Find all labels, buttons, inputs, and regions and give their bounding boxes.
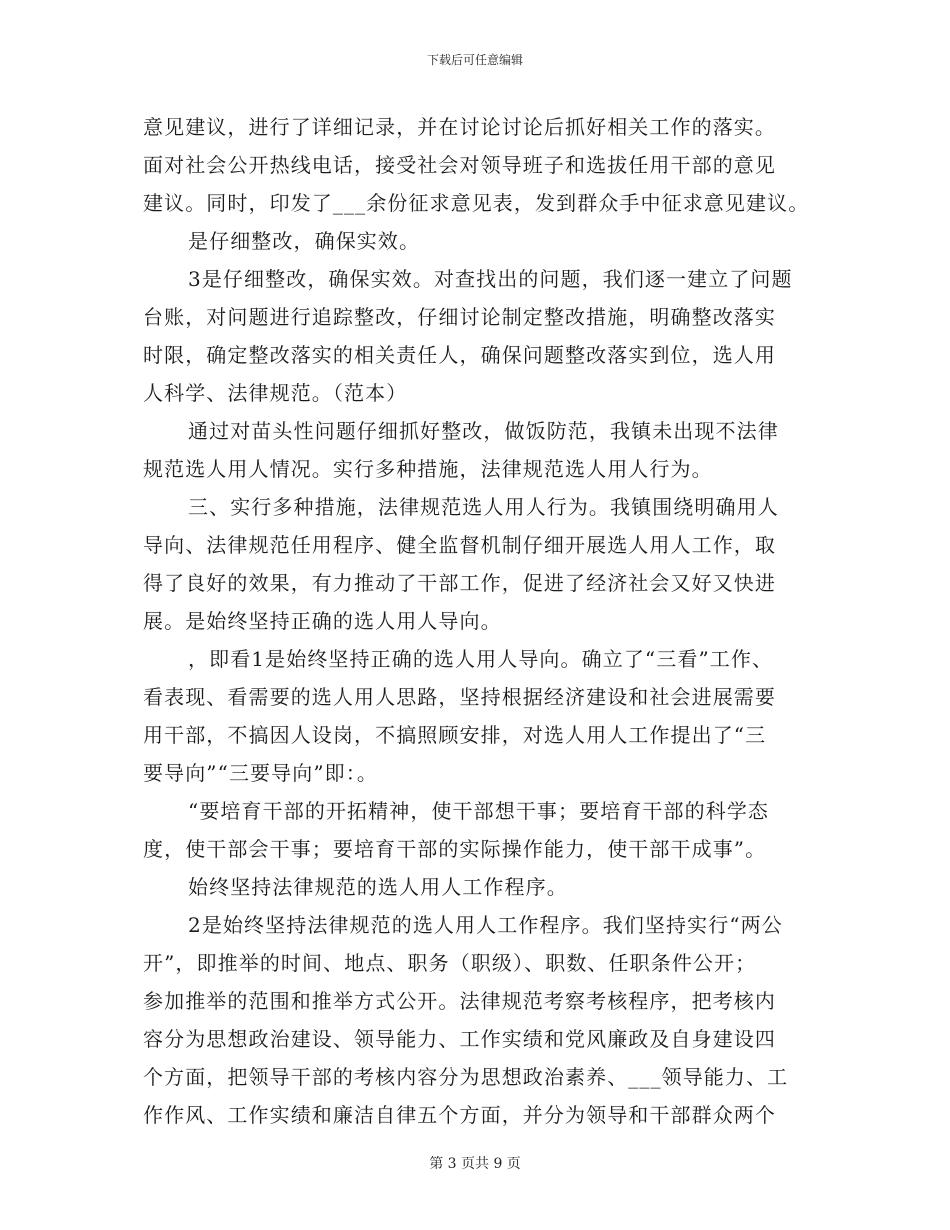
text-line: 导向、法律规范任用程序、健全监督机制仔细开展选人用人工作，取 [143, 533, 776, 557]
text-line: ，即看1是始终坚持正确的选人用人导向。确立了“三看”工作、 [188, 647, 774, 671]
text-line: 时限，确定整改落实的相关责任人，确保问题整改落实到位，选人用 [143, 343, 776, 367]
text-line: 展。是始终坚持正确的选人用人导向。 [143, 609, 502, 633]
text-line: 开”，即推举的时间、地点、职务（职级）、职数、任职条件公开； [143, 951, 757, 975]
text-line: 2是始终坚持法律规范的选人用人工作程序。我们坚持实行“两公 [188, 913, 783, 937]
text-line: 面对社会公开热线电话，接受社会对领导班子和选拔任用干部的意见 [143, 153, 776, 177]
text-line: 个方面，把领导干部的考核内容分为思想政治素养、___领导能力、工 [143, 1065, 789, 1089]
text-line: 建议。同时，印发了___余份征求意见表，发到群众手中征求意见建议。 [143, 191, 810, 215]
text-line: 三、实行多种措施，法律规范选人用人行为。我镇围绕明确用人 [188, 495, 779, 519]
text-line: 参加推举的范围和推举方式公开。法律规范考察考核程序，把考核内 [143, 989, 776, 1013]
page-header: 下载后可任意编辑 [426, 53, 523, 67]
text-line: 意见建议，进行了详细记录，并在讨论讨论后抓好相关工作的落实。 [143, 115, 776, 139]
text-line: 用干部，不搞因人设岗，不搞照顾安排，对选人用人工作提出了“三 [143, 723, 767, 747]
text-line: 是仔细整改，确保实效。 [188, 229, 421, 253]
text-line: 要导向”“三要导向”即：。 [143, 761, 378, 785]
text-line: 始终坚持法律规范的选人用人工作程序。 [188, 875, 568, 899]
text-line: 通过对苗头性问题仔细抓好整改，做饭防范，我镇未出现不法律 [188, 419, 779, 443]
document-body [143, 108, 823, 1134]
text-line: 规范选人用人情况。实行多种措施，法律规范选人用人行为。 [143, 457, 713, 481]
text-line: 度，使干部会干事；要培育干部的实际操作能力，使干部干成事”。 [143, 837, 767, 861]
page-footer: 第 3 页共 9 页 [429, 1156, 521, 1172]
text-line: 得了良好的效果，有力推动了干部工作，促进了经济社会又好又快进 [143, 571, 776, 595]
text-line: 容分为思想政治建设、领导能力、工作实绩和党风廉政及自身建设四 [143, 1027, 776, 1051]
text-line: 作作风、工作实绩和廉洁自律五个方面，并分为领导和干部群众两个 [143, 1103, 776, 1127]
text-line: 3是仔细整改，确保实效。对查找出的问题，我们逐一建立了问题 [188, 267, 793, 291]
text-line: “要培育干部的开拓精神，使干部想干事；要培育干部的科学态 [188, 799, 770, 823]
text-line: 台账，对问题进行追踪整改，仔细讨论制定整改措施，明确整改落实 [143, 305, 776, 329]
text-line: 人科学、法律规范。（范本） [143, 381, 408, 405]
text-line: 看表现、看需要的选人用人思路，坚持根据经济建设和社会进展需要 [143, 685, 776, 709]
